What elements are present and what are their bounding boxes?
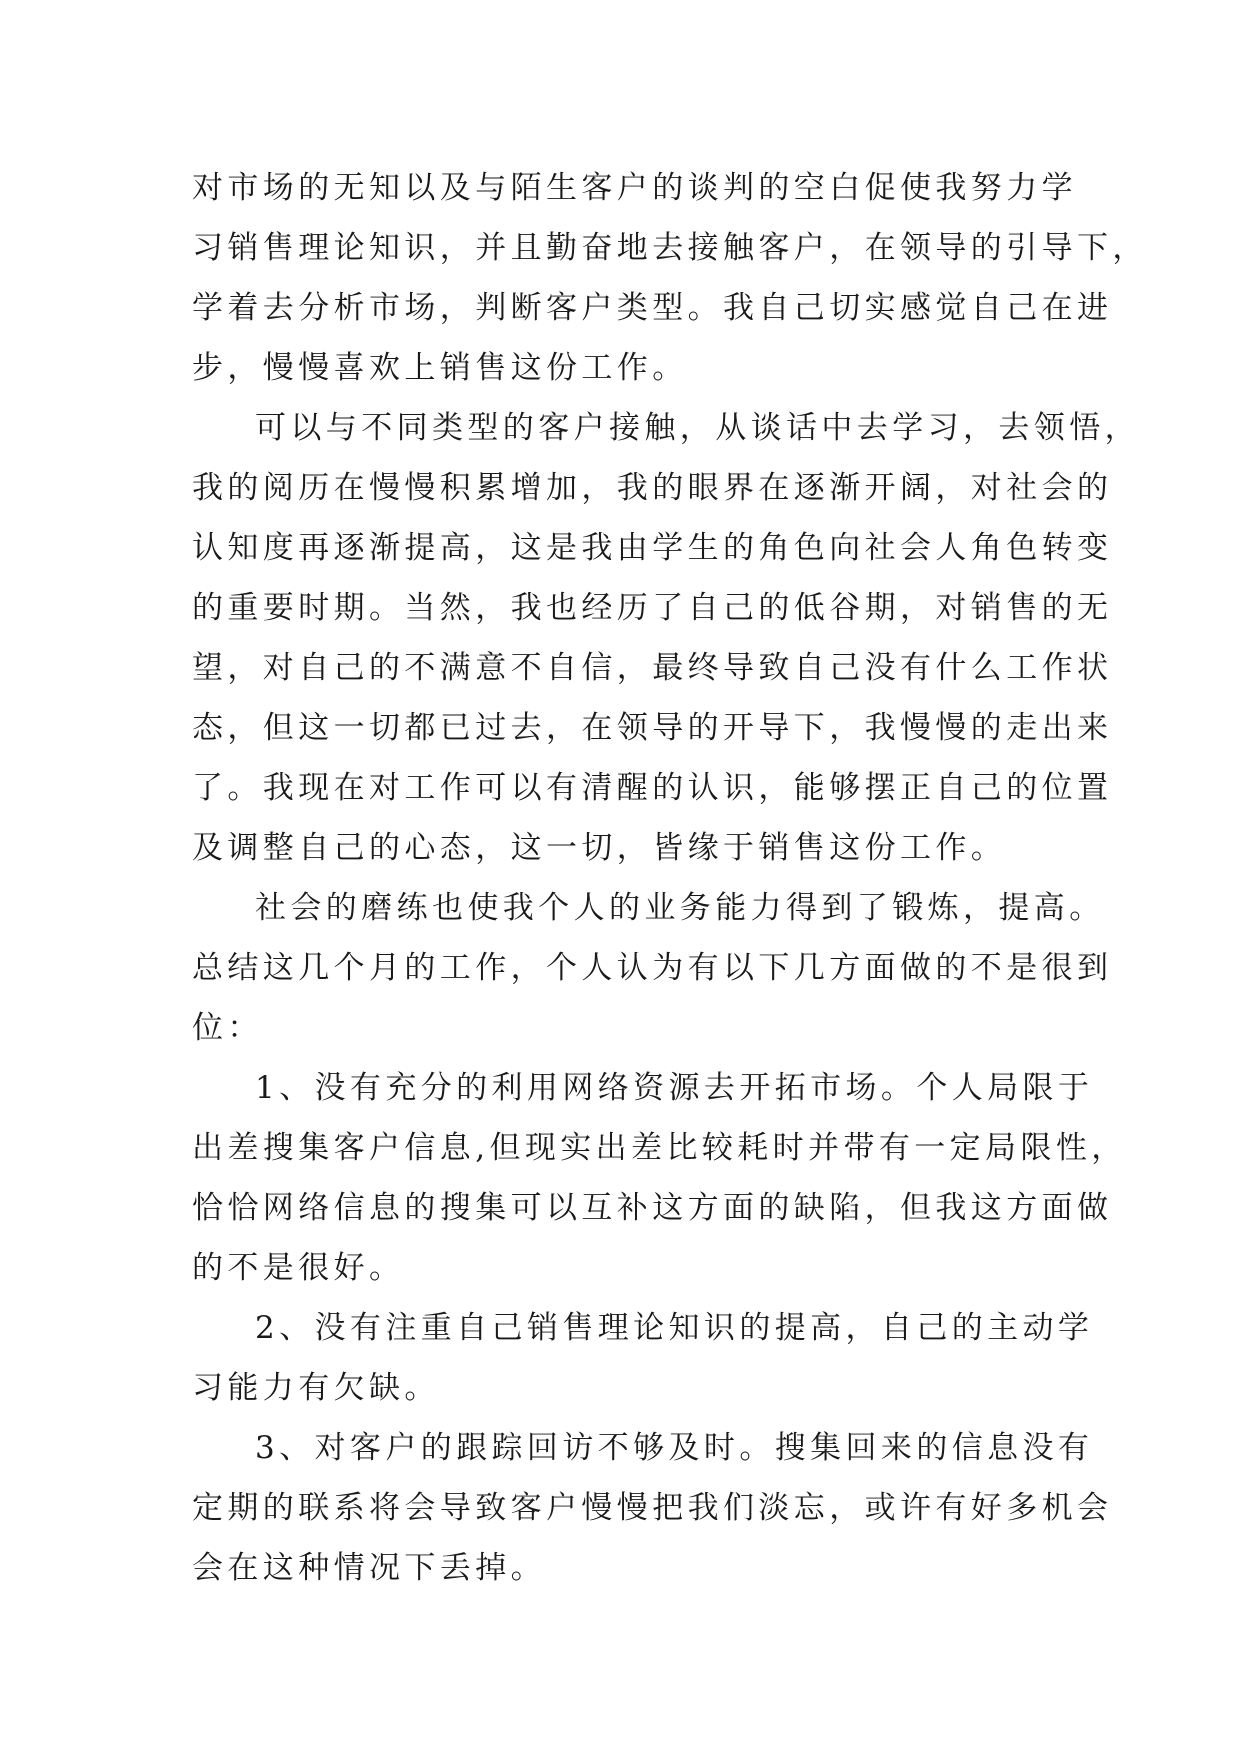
paragraph-6 [192, 1418, 1113, 1598]
text-line: 可以与不同类型的客户接触，从谈话中去学习，去领悟， [255, 410, 1140, 446]
text-line: 会在这种情况下丢掉。 [192, 1550, 546, 1586]
text-line: 定期的联系将会导致客户慢慢把我们淡忘，或许有好多机会 [192, 1490, 1113, 1526]
text-line: 认知度再逐渐提高，这是我由学生的角色向社会人角色转变 [192, 530, 1113, 566]
text-line: 对市场的无知以及与陌生客户的谈判的空白促使我努力学 [192, 170, 1077, 206]
paragraph-5 [192, 1298, 1094, 1418]
text-line: 恰恰网络信息的搜集可以互补这方面的缺陷，但我这方面做 [192, 1190, 1113, 1226]
text-line: 及调整自己的心态，这一切，皆缘于销售这份工作。 [192, 830, 1007, 866]
text-line: 态，但这一切都已过去，在领导的开导下，我慢慢的走出来 [192, 710, 1113, 746]
text-line: 我的阅历在慢慢积累增加，我的眼界在逐渐开阔，对社会的 [192, 470, 1113, 506]
text-line: 总结这几个月的工作，个人认为有以下几方面做的不是很到 [192, 950, 1113, 986]
document-body [192, 158, 1148, 1598]
text-line: 出差搜集客户信息,但现实出差比较耗时并带有一定局限性， [192, 1130, 1127, 1166]
text-line: 的不是很好。 [192, 1250, 405, 1286]
text-line: 学着去分析市场，判断客户类型。我自己切实感觉自己在进 [192, 290, 1113, 326]
text-line: 的重要时期。当然，我也经历了自己的低谷期，对销售的无 [192, 590, 1113, 626]
text-line: 习销售理论知识，并且勤奋地去接触客户，在领导的引导下， [192, 230, 1148, 266]
paragraph-4 [192, 1058, 1127, 1298]
text-line: 望，对自己的不满意不自信，最终导致自己没有什么工作状 [192, 650, 1113, 686]
text-line: 了。我现在对工作可以有清醒的认识，能够摆正自己的位置 [192, 770, 1113, 806]
text-line: 习能力有欠缺。 [192, 1370, 440, 1406]
text-line: 社会的磨练也使我个人的业务能力得到了锻炼，提高。 [255, 890, 1105, 926]
paragraph-3 [192, 878, 1113, 1058]
text-line: 3、对客户的跟踪回访不够及时。搜集回来的信息没有 [255, 1430, 1094, 1466]
text-line: 步，慢慢喜欢上销售这份工作。 [192, 350, 688, 386]
text-line: 2、没有注重自己销售理论知识的提高，自己的主动学 [255, 1310, 1094, 1346]
paragraph-2 [192, 398, 1140, 878]
text-line: 1、没有充分的利用网络资源去开拓市场。个人局限于 [255, 1070, 1094, 1106]
text-line: 位： [192, 1010, 263, 1046]
paragraph-1 [192, 158, 1148, 398]
